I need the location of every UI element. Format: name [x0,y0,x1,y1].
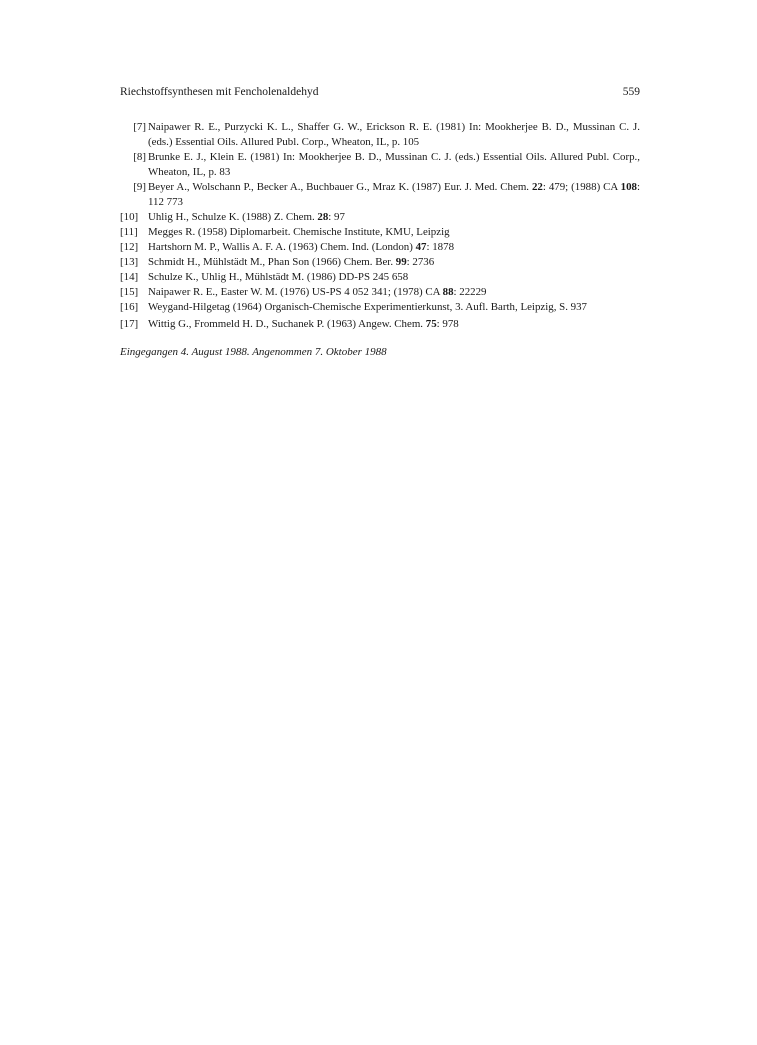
reference-number: [8] [133,151,146,163]
reference-text-part: Uhlig H., Schulze K. (1988) Z. Chem. [148,211,318,223]
volume-number: 88 [442,286,454,298]
reference-text-part: : 97 [328,211,345,223]
reference-number: [17] [120,318,139,330]
volume-number: 28 [317,211,329,223]
reference-number: [16] [120,301,139,313]
reference-text-part: Beyer A., Wolschann P., Becker A., Buchbauer G., Mraz K. (1987) Eur. J. Med. Chem. [148,181,532,193]
page-number: 559 [622,86,640,98]
reference-number: [15] [120,286,139,298]
reference-number: [10] [120,211,139,223]
reference-8 [120,150,640,180]
reference-text [148,255,640,270]
volume-number: 22 [531,181,543,193]
reference-text-part: : 22229 [453,286,487,298]
volume-number: 99 [395,256,407,268]
reference-text: Naipawer R. E., Purzycki K. L., Shaffer G. W., Erickson R. E. (1981) In: Mookherjee B. D., Mussinan C. J. (eds.) Essential Oils. Allured Publ. Corp., Wheaton, IL, p. 105 [148,121,640,148]
reference-text [148,285,640,300]
reference-list [120,120,640,332]
reference-17 [120,317,640,332]
reference-number: [14] [120,271,139,283]
reference-12 [120,240,640,255]
reference-text: Schulze K., Uhlig H., Mühlstädt M. (1986) DD-PS 245 658 [148,271,409,283]
reference-text [148,240,640,255]
reference-11 [120,225,640,240]
reference-text: Megges R. (1958) Diplomarbeit. Chemische Institute, KMU, Leipzig [148,226,450,238]
reference-text-part: Wittig G., Frommeld H. D., Suchanek P. (1963) Angew. Chem. [148,318,426,330]
reference-text-part: Hartshorn M. P., Wallis A. F. A. (1963) Chem. Ind. (London) [148,241,416,253]
reference-number: [9] [133,181,146,193]
reference-text [148,317,640,332]
running-head [120,86,640,102]
reference-text-part: Naipawer R. E., Easter W. M. (1976) US-PS 4 052 341; (1978) CA [148,286,443,298]
reference-text: Weygand-Hilgetag (1964) Organisch-Chemische Experimentierkunst, 3. Aufl. Barth, Leipzig, S. 937 [148,301,587,313]
reference-text-part: : 1878 [426,241,455,253]
reference-text-part: : 2736 [406,256,435,268]
reference-15 [120,285,640,300]
reference-text-part: Schmidt H., Mühlstädt M., Phan Son (1966) Chem. Ber. [148,256,396,268]
reference-10 [120,210,640,225]
reference-16 [120,300,640,315]
reference-text-part: : 112 773 [148,181,640,208]
reference-9 [120,180,640,210]
reference-7 [120,120,640,150]
reference-text: Brunke E. J., Klein E. (1981) In: Mookherjee B. D., Mussinan C. J. (eds.) Essential Oils. Allured Publ. Corp., Wheaton, IL, p. 83 [148,151,640,178]
volume-number: 108 [620,181,637,193]
reference-number: [11] [120,226,138,238]
reference-text-part: : 479; (1988) CA [542,181,621,193]
reference-text-part: : 978 [436,318,459,330]
received-accepted-note: Eingegangen 4. August 1988. Angenommen 7. Oktober 1988 [120,346,387,358]
reference-number: [13] [120,256,139,268]
reference-14 [120,270,640,285]
volume-number: 47 [415,241,427,253]
reference-number: [12] [120,241,139,253]
reference-text [148,180,640,210]
reference-text [148,210,640,225]
reference-13 [120,255,640,270]
running-title: Riechstoffsynthesen mit Fencholenaldehyd [120,86,319,98]
reference-number: [7] [133,121,146,133]
volume-number: 75 [425,318,437,330]
